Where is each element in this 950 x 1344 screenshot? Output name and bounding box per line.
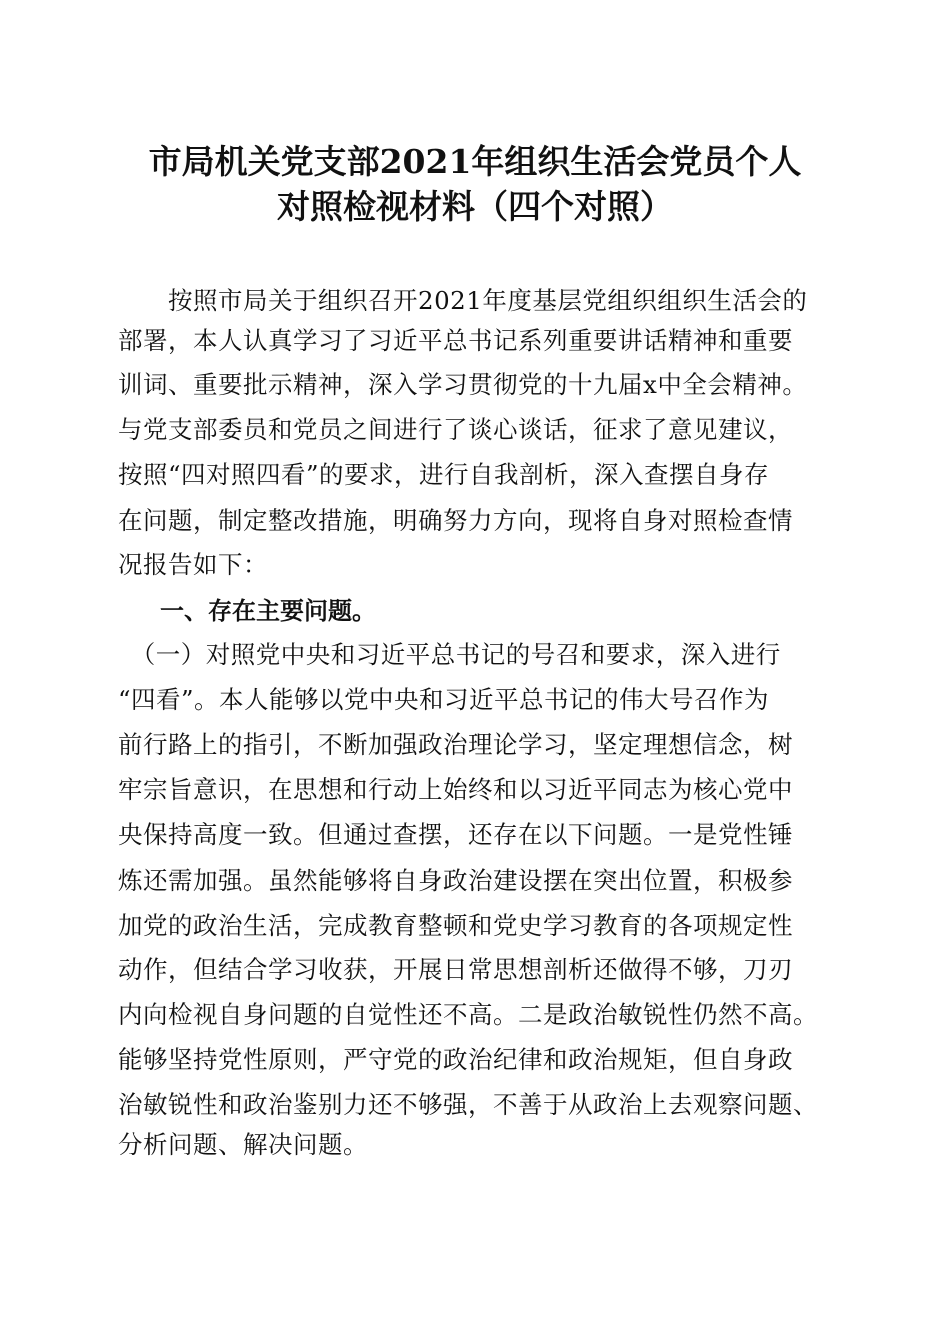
intro-line-1: 按照市局关于组织召开2021年度基层党组织组织生活会的 [118, 286, 808, 315]
intro-line-4: 与党支部委员和党员之间进行了谈心谈话，征求了意见建议， [118, 415, 793, 444]
intro-line-6: 在问题，制定整改措施，明确努力方向，现将自身对照检查情 [118, 506, 793, 535]
body-line-2: “四看”。本人能够以党中央和习近平总书记的伟大号召作为 [118, 685, 770, 714]
section-heading: 一、存在主要问题。 [160, 597, 376, 625]
intro-line-5: 按照“四对照四看”的要求，进行自我剖析，深入查摆自身存 [118, 460, 770, 489]
body-line-4: 牢宗旨意识，在思想和行动上始终和以习近平同志为核心党中 [118, 775, 793, 804]
body-line-11: 治敏锐性和政治鉴别力还不够强，不善于从政治上去观察问题、 [118, 1090, 818, 1119]
body-line-3: 前行路上的指引，不断加强政治理论学习，坚定理想信念，树 [118, 730, 793, 759]
document-title-line-1: 市局机关党支部2021年组织生活会党员个人 [148, 142, 802, 181]
body-line-10: 能够坚持党性原则，严守党的政治纪律和政治规矩，但自身政 [118, 1045, 793, 1074]
intro-line-2: 部署，本人认真学习了习近平总书记系列重要讲话精神和重要 [118, 326, 793, 355]
intro-line-3: 训词、重要批示精神，深入学习贯彻党的十九届x中全会精神。 [118, 370, 808, 399]
body-line-8: 动作，但结合学习收获，开展日常思想剖析还做得不够，刀刃 [118, 955, 793, 984]
body-line-7: 加党的政治生活，完成教育整顿和党史学习教育的各项规定性 [118, 911, 793, 940]
body-line-5: 央保持高度一致。但通过查摆，还存在以下问题。一是党性锤 [118, 820, 793, 849]
body-line-12: 分析问题、解决问题。 [118, 1130, 368, 1159]
body-line-6: 炼还需加强。虽然能够将自身政治建设摆在突出位置，积极参 [118, 866, 793, 895]
body-line-1: （一）对照党中央和习近平总书记的号召和要求，深入进行 [118, 640, 781, 669]
intro-line-7: 况报告如下： [118, 550, 268, 579]
document-title-line-2: 对照检视材料（四个对照） [277, 187, 673, 226]
body-line-9: 内向检视自身问题的自觉性还不高。二是政治敏锐性仍然不高。 [118, 1000, 818, 1029]
